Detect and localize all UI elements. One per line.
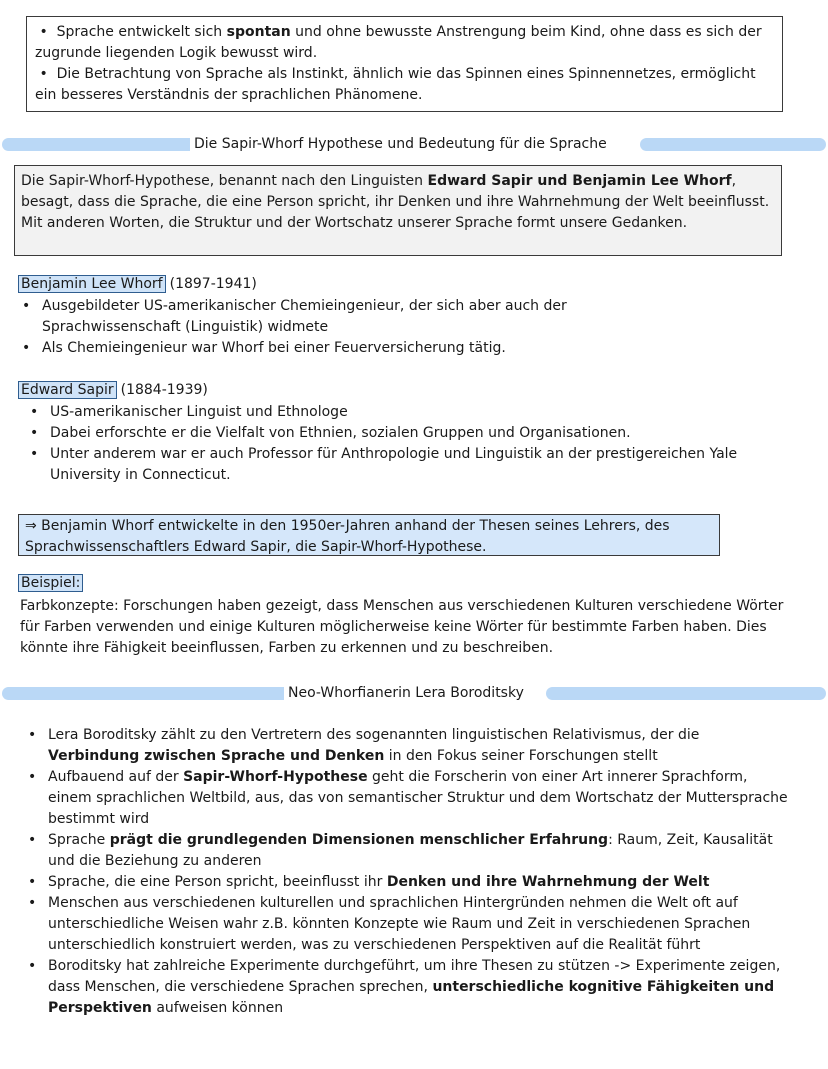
sapir-whorf-definition-box: Die Sapir-Whorf-Hypothese, benannt nach den Linguisten Edward Sapir und Benjamin Lee Whorf, besagt, dass die Sprache, die eine Person spricht, ihr Denken und ihre Wahrnehmung der Welt beeinflusst. Mit anderen Worten, die Struktur und der Wortschatz unserer Sprache formt unsere Gedanken. (14, 165, 782, 256)
section-title: Die Sapir-Whorf Hypothese und Bedeutung für die Sprache (190, 134, 611, 155)
header-bar-right (546, 687, 826, 700)
conclusion-box: ⇒ Benjamin Whorf entwickelte in den 1950er-Jahren anhand der Thesen seines Lehrers, des Sprachwissenschaftlers Edward Sapir, die Sapir-Whorf-Hypothese. (18, 514, 720, 556)
person-name: Edward Sapir (18, 381, 117, 399)
header-bar-right (640, 138, 826, 151)
intro-box (26, 16, 783, 112)
boroditsky-bullets (22, 725, 792, 1019)
list-item: • Dabei erforschte er die Vielfalt von Ethnien, sozialen Gruppen und Organisationen. (24, 423, 804, 444)
sapir-bullets (24, 402, 804, 486)
list-item: • Unter anderem war er auch Professor für Anthropologie und Linguistik an der prestigereichen Yale University in Connecticut. (24, 444, 804, 486)
list-item: • US-amerikanischer Linguist und Ethnologe (24, 402, 804, 423)
section-title: Neo-Whorfianerin Lera Boroditsky (284, 683, 528, 704)
list-item: • Sprache prägt die grundlegenden Dimensionen menschlicher Erfahrung: Raum, Zeit, Kausalität und die Beziehung zu anderen (22, 830, 792, 872)
example-text: Farbkonzepte: Forschungen haben gezeigt, dass Menschen aus verschiedenen Kulturen verschiedene Wörter für Farben verwenden und einige Kulturen möglicherweise keine Wörter für bestimmte Farben haben. Dies könnte ihre Fähigkeit beeinflussen, Farben zu erkennen und zu beschreiben. (20, 598, 784, 656)
section-header-sapir-whorf (0, 134, 828, 155)
list-item: • Lera Boroditsky zählt zu den Vertretern des sogenannten linguistischen Relativismus, der die Verbindung zwischen Sprache und Denken in den Fokus seiner Forschungen stellt (22, 725, 792, 767)
intro-bullet-1: • Sprache entwickelt sich spontan und ohne bewusste Anstrengung beim Kind, ohne dass es sich der zugrunde liegenden Logik bewusst wird. (35, 24, 762, 61)
person-years: (1897-1941) (169, 276, 257, 292)
list-item: • Boroditsky hat zahlreiche Experimente durchgeführt, um ihre Thesen zu stützen -> Experimente zeigen, dass Menschen, die verschiedene Sprachen sprechen, unterschiedliche kognitive Fähigkeiten und Perspektiven aufweisen können (22, 956, 792, 1019)
sapir-heading (18, 380, 208, 401)
list-item: • Ausgebildeter US-amerikanischer Chemieingenieur, der sich aber auch der Sprachwissenschaft (Linguistik) widmete (16, 296, 586, 338)
list-item: • Sprache, die eine Person spricht, beeinflusst ihr Denken und ihre Wahrnehmung der Welt (22, 872, 792, 893)
intro-bullet-2: • Die Betrachtung von Sprache als Instinkt, ähnlich wie das Spinnen eines Spinnennetzes, ermöglicht ein besseres Verständnis der sprachlichen Phänomene. (35, 66, 756, 103)
header-bar-left (2, 138, 198, 151)
whorf-bullets (16, 296, 586, 359)
list-item: • Als Chemieingenieur war Whorf bei einer Feuerversicherung tätig. (16, 338, 586, 359)
section-header-boroditsky (0, 683, 828, 704)
person-years: (1884-1939) (120, 382, 208, 398)
whorf-heading (18, 274, 257, 295)
list-item: • Aufbauend auf der Sapir-Whorf-Hypothese geht die Forscherin von einer Art innerer Sprachform, einem sprachlichen Weltbild, aus, das von semantischer Struktur und dem Wortschatz der Muttersprache bestimmt wird (22, 767, 792, 830)
header-bar-left (2, 687, 290, 700)
person-name: Benjamin Lee Whorf (18, 275, 166, 293)
example-label: Beispiel: (18, 573, 83, 594)
list-item: • Menschen aus verschiedenen kulturellen und sprachlichen Hintergründen nehmen die Welt oft auf unterschiedliche Weisen wahr z.B. könnten Konzepte wie Raum und Zeit in verschiedenen Sprachen unterschiedlich konstruiert werden, was zu verschiedenen Perspektiven auf die Realität führt (22, 893, 792, 956)
